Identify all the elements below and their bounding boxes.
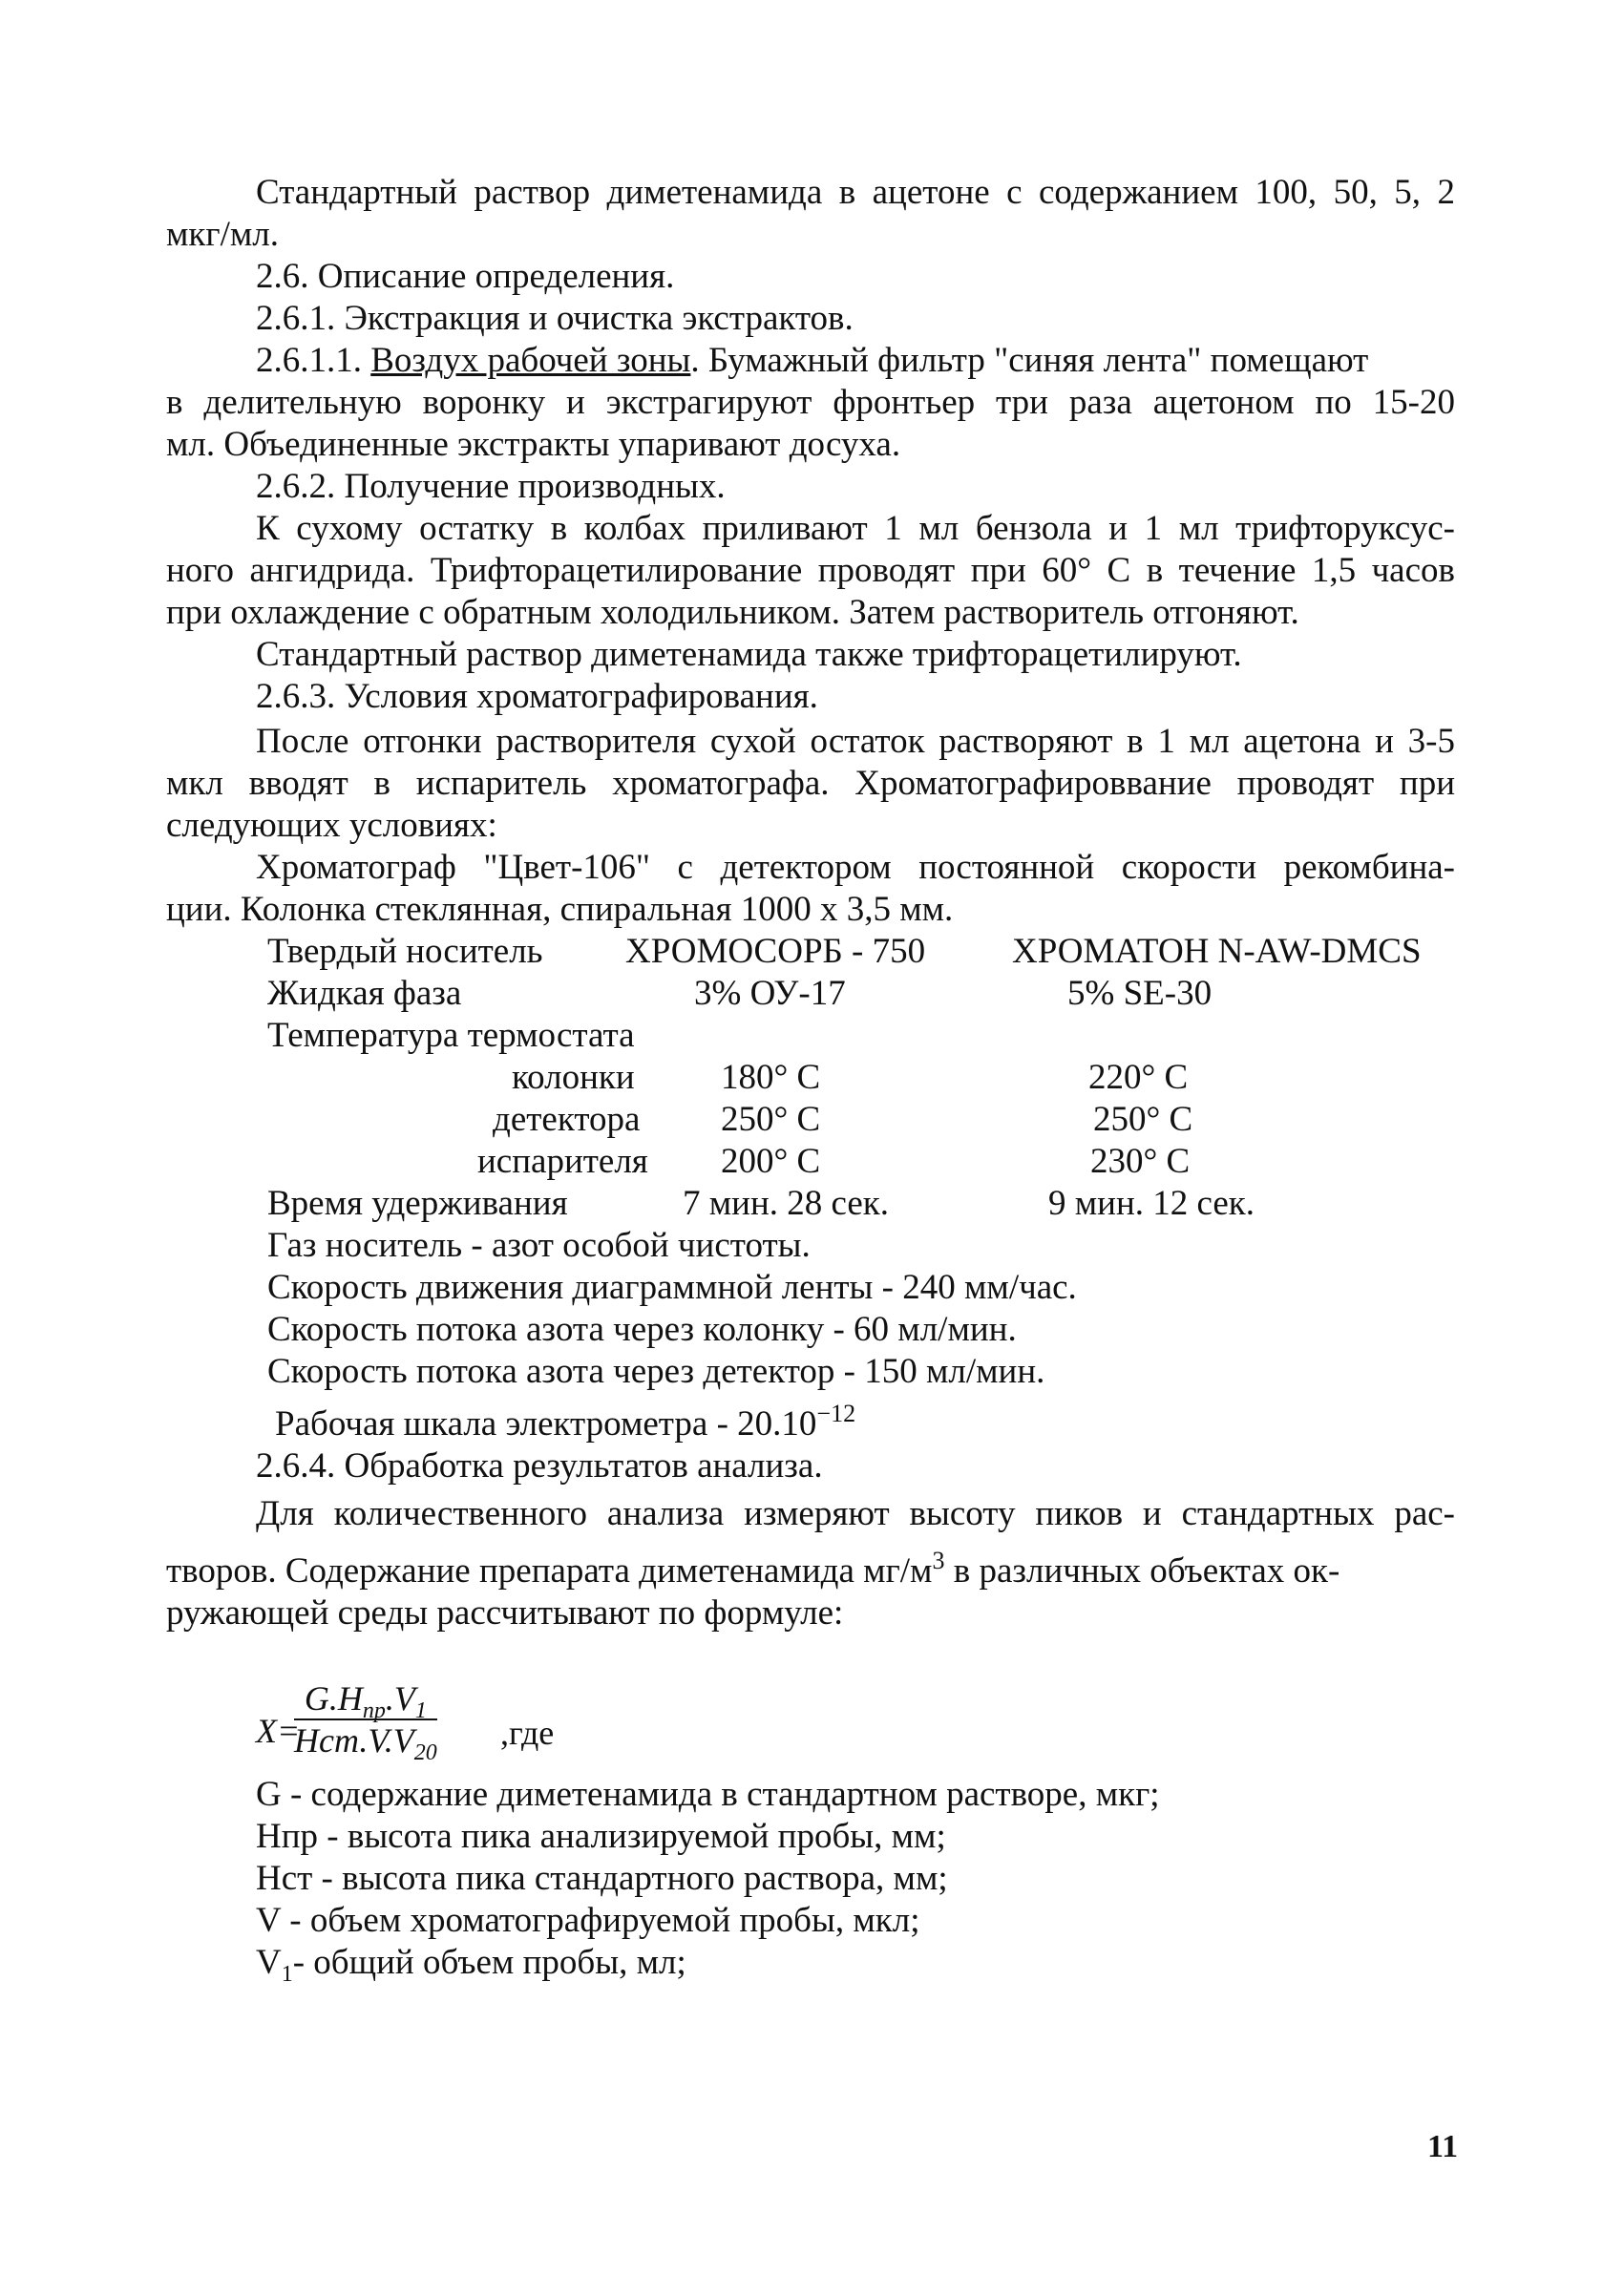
electrometer-scale-exponent: −12: [816, 1400, 856, 1427]
section-2-6-1-1-line-3: мл. Объединенные экстракты упаривают досуха.: [166, 425, 901, 464]
carrier-gas-line: Газ носитель - азот особой чистоты.: [267, 1226, 811, 1265]
den-part-a: Hст.V.V: [294, 1721, 414, 1760]
num-part-b: .V: [385, 1679, 415, 1718]
intro-line-1: Стандартный раствор диметенамида в ацетоне с содержанием 100, 50, 5, 2: [256, 173, 1455, 212]
underlined-heading: Воздух рабочей зоны: [370, 341, 691, 380]
v1-text: - общий объем пробы, мл;: [292, 1943, 686, 1982]
detector-temp-label: детектора: [493, 1100, 641, 1139]
column-temp-b: 220° С: [1088, 1058, 1189, 1097]
section-2-6-2-para-1: К сухому остатку в колбах приливают 1 мл бензола и 1 мл трифторуксус-: [256, 509, 1455, 548]
para-2-text-a: творов. Содержание препарата диметенамида мг/м: [166, 1551, 933, 1591]
phase-value-b: 5% SE-30: [1067, 974, 1213, 1013]
section-2-6-2-title: 2.6.2. Получение производных.: [256, 467, 726, 506]
retention-label: Время удерживания: [267, 1184, 568, 1223]
electrometer-scale-text: Рабочая шкала электрометра - 20.10: [275, 1404, 817, 1444]
v1-subscript: 1: [281, 1962, 293, 1987]
definition-g: G - содержание диметенамида в стандартном растворе, мкг;: [256, 1775, 1160, 1814]
formula-suffix: ,где: [500, 1714, 555, 1752]
cubic-exponent: 3: [932, 1547, 945, 1574]
formula-numerator: [294, 1678, 437, 1723]
evaporator-temp-b: 230° С: [1090, 1142, 1191, 1181]
section-2-6-3-para-4: Хроматограф "Цвет-106" с детектором постоянной скорости рекомбина-: [256, 848, 1455, 887]
section-2-6-3-para-1: После отгонки растворителя сухой остаток растворяют в 1 мл ацетона и 3-5: [256, 722, 1455, 761]
section-2-6-2-para-2: ного ангидрида. Трифторацетилирование проводят при 60° С в течение 1,5 часов: [166, 551, 1455, 590]
section-text: . Бумажный фильтр "синяя лента" помещают: [690, 341, 1369, 380]
definition-v: V - объем хроматографируемой пробы, мкл;: [256, 1901, 920, 1940]
section-2-6-2-para-3: при охлаждение с обратным холодильником. Затем растворитель отгоняют.: [166, 593, 1299, 632]
definition-hpr: Hпр - высота пика анализируемой пробы, мм;: [256, 1817, 946, 1856]
section-2-6-3-para-5: ции. Колонка стеклянная, спиральная 1000 х 3,5 мм.: [166, 890, 954, 929]
page-number: 11: [1427, 2129, 1459, 2164]
carrier-value-a: ХРОМОСОРБ - 750: [625, 932, 926, 971]
section-2-6-1-title: 2.6.1. Экстракция и очистка экстрактов.: [256, 299, 854, 338]
carrier-value-b: ХРОМАТОН N-AW-DMCS: [1012, 932, 1422, 971]
section-2-6-1-1-line-1: [256, 340, 1545, 382]
section-2-6-4-para-3: ружающей среды рассчитывают по формуле:: [166, 1593, 844, 1633]
temperature-label: Температура термостата: [267, 1016, 635, 1055]
section-2-6-title: 2.6. Описание определения.: [256, 257, 675, 296]
formula-lhs: X=: [256, 1712, 301, 1750]
column-temp-a: 180° С: [721, 1058, 821, 1097]
section-number: 2.6.1.1.: [256, 341, 371, 380]
evaporator-temp-label: испарителя: [477, 1142, 648, 1181]
section-2-6-4-title: 2.6.4. Обработка результатов анализа.: [256, 1446, 823, 1486]
section-2-6-1-1-line-2: в делительную воронку и экстрагируют фронтьер три раза ацетоном по 15-20: [166, 383, 1455, 422]
num-sub-2: 1: [414, 1698, 427, 1723]
v1-symbol: V: [256, 1943, 282, 1982]
para-2-text-b: в различных объектах ок-: [944, 1551, 1340, 1591]
chart-speed-line: Скорость движения диаграммной ленты - 240 мм/час.: [267, 1268, 1077, 1307]
phase-label: Жидкая фаза: [267, 974, 462, 1013]
section-2-6-3-para-3: следующих условиях:: [166, 806, 497, 845]
retention-a: 7 мин. 28 сек.: [683, 1184, 890, 1223]
flow-column-line: Скорость потока азота через колонку - 60 мл/мин.: [267, 1310, 1017, 1349]
section-2-6-4-para-2: [166, 1547, 1455, 1592]
definition-v1: [256, 1942, 1545, 1987]
detector-temp-b: 250° С: [1093, 1100, 1193, 1139]
electrometer-scale-line: [275, 1400, 856, 1445]
section-2-6-4-para-1: Для количественного анализа измеряют высоту пиков и стандартных рас-: [256, 1494, 1455, 1533]
num-sub: пр: [362, 1698, 386, 1723]
column-temp-label: колонки: [512, 1058, 635, 1097]
formula-fraction: [294, 1678, 437, 1765]
detector-temp-a: 250° С: [721, 1100, 821, 1139]
carrier-label: Твердый носитель: [267, 932, 543, 971]
formula-denominator: [294, 1720, 437, 1765]
evaporator-temp-a: 200° С: [721, 1142, 821, 1181]
section-2-6-3-title: 2.6.3. Условия хроматографирования.: [256, 677, 818, 716]
intro-line-2: мкг/мл.: [166, 215, 279, 254]
phase-value-a: 3% ОУ-17: [694, 974, 846, 1013]
definition-hst: Hст - высота пика стандартного раствора, мм;: [256, 1859, 948, 1898]
section-2-6-3-para-2: мкл вводят в испаритель хроматографа. Хроматографироввание проводят при: [166, 764, 1455, 803]
section-2-6-2-para-4: Стандартный раствор диметенамида также трифторацетилируют.: [256, 635, 1242, 674]
den-sub: 20: [413, 1740, 437, 1765]
flow-detector-line: Скорость потока азота через детектор - 150 мл/мин.: [267, 1352, 1045, 1391]
num-part-a: G.H: [304, 1679, 363, 1718]
retention-b: 9 мин. 12 сек.: [1048, 1184, 1255, 1223]
